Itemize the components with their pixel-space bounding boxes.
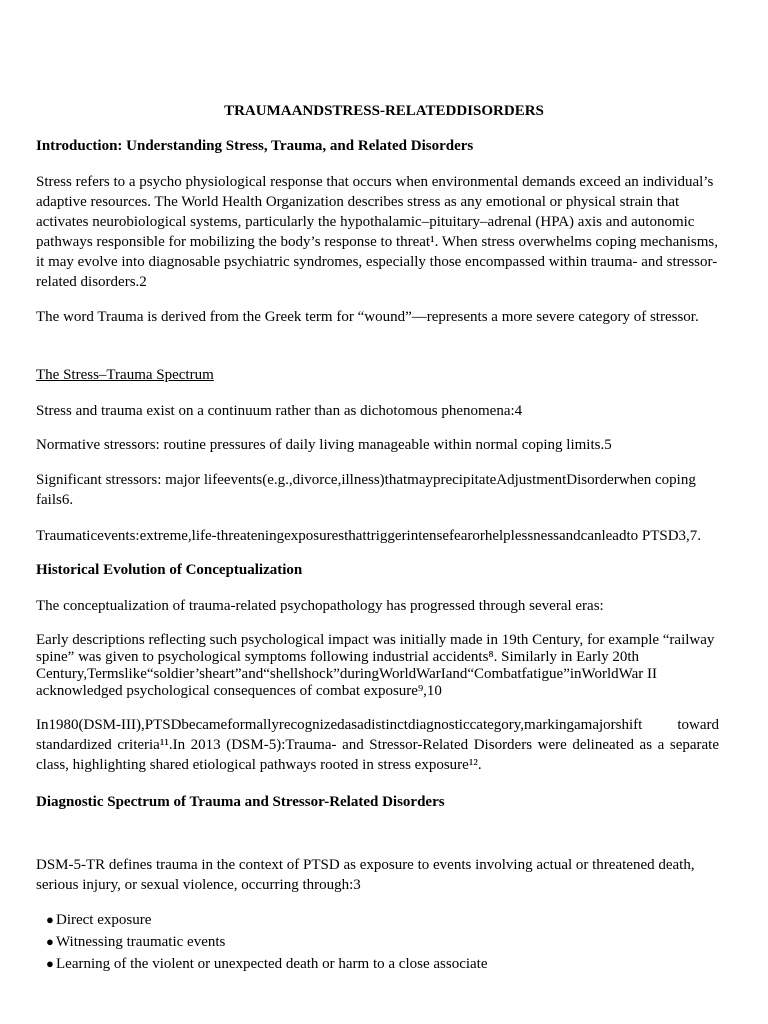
bullet-icon: ●: [46, 956, 54, 971]
spectrum-paragraph-2: Normative stressors: routine pressures of daily living manageable within normal coping limits.5: [36, 437, 612, 453]
trauma-exposure-list: [46, 909, 706, 975]
intro-paragraph-1: Stress refers to a psycho physiological response that occurs when environmental demands exceed an individual’s adaptive resources. The World Health Organization describes stress as any emotional or physical strain that activates neurobiological systems, particularly the hypothalamic–pituitary–adrenal (HPA) axis and autonomic pathways responsible for mobilizing the body’s response to threat¹. When stress overwhelms coping mechanisms, it may evolve into diagnosable psychiatric syndromes, especially those encompassed within trauma- and stressor-related disorders.2: [36, 174, 719, 290]
history-paragraph-2: Early descriptions reflecting such psychological impact was initially made in 19th Century, for example “railway spine” was given to psychological symptoms following industrial accidents⁸. Similarly in Early 20th Century,Termslike“soldier’sheart”and“shellshock”duringWorldWarIand“Combatfatigue”inWorldWar II acknowledged psychological consequences of combat exposure⁹,10: [36, 632, 715, 699]
list-item: [46, 931, 706, 953]
history-paragraph-3: In1980(DSM-III),PTSDbecameformallyrecognizedasadistinctdiagnosticcategory,markingamajorshift toward standardized criteria¹¹.In 2013 (DSM-5):Trauma- and Stressor-Related Disorders were delineated as a separate class, highlighting shared etiological pathways rooted in stress exposure¹².: [36, 717, 719, 773]
spectrum-paragraph-3: Significant stressors: major lifeevents(e.g.,divorce,illness)thatmayprecipitateAdjustmentDisorderwhen coping fails6.: [36, 472, 696, 508]
list-item-text: Learning of the violent or unexpected death or harm to a close associate: [56, 956, 488, 972]
diagnostic-paragraph-1: DSM-5-TR defines trauma in the context of PTSD as exposure to events involving actual or threatened death, serious injury, or sexual violence, occurring through:3: [36, 857, 695, 893]
spectrum-heading: The Stress–Trauma Spectrum: [36, 367, 214, 383]
list-item-text: Direct exposure: [56, 912, 152, 928]
intro-paragraph-2: The word Trauma is derived from the Greek term for “wound”—represents a more severe category of stressor.: [36, 309, 699, 325]
list-item: [46, 953, 706, 975]
bullet-icon: ●: [46, 912, 54, 927]
spectrum-paragraph-1: Stress and trauma exist on a continuum rather than as dichotomous phenomena:4: [36, 403, 523, 419]
intro-heading: Introduction: Understanding Stress, Trauma, and Related Disorders: [36, 138, 474, 154]
spectrum-paragraph-4: Traumaticevents:extreme,life-threateningexposuresthattriggerintensefearorhelplessnessandcanleadto PTSD3,7.: [36, 528, 702, 544]
list-item-text: Witnessing traumatic events: [56, 934, 226, 950]
history-heading: Historical Evolution of Conceptualization: [36, 562, 303, 578]
list-item: [46, 909, 706, 931]
bullet-icon: ●: [46, 934, 54, 949]
history-paragraph-1: The conceptualization of trauma-related psychopathology has progressed through several eras:: [36, 598, 604, 614]
diagnostic-heading: Diagnostic Spectrum of Trauma and Stressor-Related Disorders: [36, 794, 445, 810]
document-title: TRAUMAANDSTRESS-RELATEDDISORDERS: [224, 103, 544, 119]
